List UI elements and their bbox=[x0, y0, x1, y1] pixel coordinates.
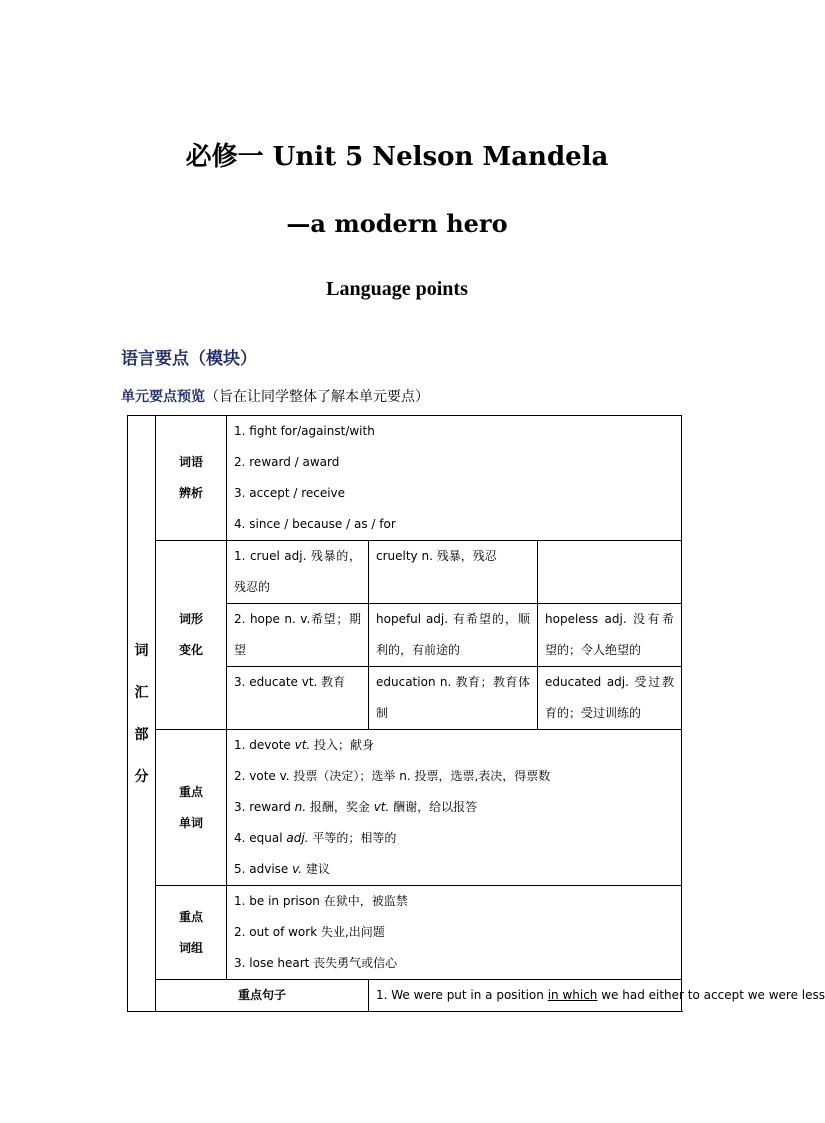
module-heading: 语言要点（模块） bbox=[121, 349, 257, 369]
section-title: Language points bbox=[326, 278, 468, 300]
form-cell: educated adj. 受过教育的；受过训练的 bbox=[538, 667, 682, 730]
list-item: 2. out of work 失业,出问题 bbox=[234, 925, 385, 939]
category-label: 重点 bbox=[178, 784, 203, 799]
kw-word: 5. advise bbox=[234, 862, 293, 876]
kw-pos: vt. bbox=[373, 800, 390, 814]
category-label: 辨析 bbox=[178, 486, 203, 500]
form-cell: 2. hope n. v.希望；期望 bbox=[227, 604, 369, 667]
form-cell: hopeless adj. 没有希望的；令人绝望的 bbox=[538, 604, 682, 667]
kw-meaning: 报酬，奖金 bbox=[306, 800, 374, 814]
vocab-side-label bbox=[128, 416, 156, 1012]
list-item bbox=[234, 730, 674, 761]
form-cell: 1. cruel adj. 残暴的，残忍的 bbox=[227, 541, 369, 604]
side-char: 部 bbox=[134, 726, 149, 743]
table-row bbox=[128, 730, 682, 886]
sentence-text: 1. We were put in a position bbox=[376, 988, 548, 1002]
category-phrases bbox=[156, 886, 227, 980]
phrase-items bbox=[227, 886, 682, 980]
form-cell: 3. educate vt. 教育 bbox=[227, 667, 369, 730]
table-row bbox=[128, 980, 682, 1012]
table-row bbox=[128, 416, 682, 541]
preview-bold: 单元要点预览 bbox=[121, 389, 205, 405]
category-sentences: 重点句子 bbox=[156, 980, 369, 1012]
form-cell: hopeful adj. 有希望的，顺利的，有前途的 bbox=[369, 604, 538, 667]
kw-meaning: 建议 bbox=[302, 862, 330, 876]
category-label: 词组 bbox=[178, 940, 203, 955]
list-item: 3. lose heart 丧失勇气或信心 bbox=[234, 956, 398, 970]
kw-pos: adj. bbox=[286, 831, 309, 845]
list-item bbox=[234, 823, 674, 854]
sentence-items bbox=[369, 980, 825, 1012]
sentence-text: we had either to accept we were less bbox=[597, 988, 825, 1002]
analysis-items bbox=[227, 416, 682, 541]
list-item bbox=[234, 854, 674, 885]
kw-word: 2. vote v. 投票（决定）；选举 n. 投票，选票,表决，得票数 bbox=[234, 769, 551, 783]
category-label: 单词 bbox=[178, 815, 203, 830]
kw-word: 4. equal bbox=[234, 831, 287, 845]
list-item: 1. be in prison 在狱中，被监禁 bbox=[234, 894, 408, 908]
kw-pos: vt. bbox=[294, 738, 311, 752]
kw-meaning: 平等的；相等的 bbox=[308, 831, 397, 845]
list-item: 4. since / because / as / for bbox=[234, 517, 396, 531]
category-keywords bbox=[156, 730, 227, 886]
category-forms bbox=[156, 541, 227, 730]
page-subtitle: —a modern hero bbox=[286, 209, 508, 238]
category-label: 重点 bbox=[178, 909, 203, 924]
category-label: 变化 bbox=[178, 643, 203, 657]
category-label: 词语 bbox=[178, 455, 203, 469]
side-char: 汇 bbox=[134, 684, 149, 701]
kw-word: 1. devote bbox=[234, 738, 295, 752]
list-item: 3. accept / receive bbox=[234, 486, 346, 500]
preview-note: （旨在让同学整体了解本单元要点） bbox=[205, 389, 429, 405]
table-row bbox=[128, 886, 682, 980]
kw-meaning: 投入；献身 bbox=[310, 738, 375, 752]
vocab-table bbox=[127, 415, 825, 1012]
list-item bbox=[234, 792, 674, 823]
form-cell: education n. 教育；教育体制 bbox=[369, 667, 538, 730]
kw-pos: n. bbox=[294, 800, 307, 814]
kw-word: 3. reward bbox=[234, 800, 295, 814]
sentence-underlined: in which bbox=[547, 988, 598, 1002]
category-analysis bbox=[156, 416, 227, 541]
form-cell bbox=[538, 541, 682, 604]
keyword-items bbox=[227, 730, 682, 886]
kw-meaning: 酬谢，给以报答 bbox=[389, 800, 478, 814]
category-label: 词形 bbox=[178, 612, 203, 626]
list-item: 1. fight for/against/with bbox=[234, 424, 375, 438]
side-char: 词 bbox=[134, 642, 149, 659]
table-row bbox=[128, 541, 682, 604]
page-title: 必修一 Unit 5 Nelson Mandela bbox=[185, 142, 609, 172]
side-char: 分 bbox=[134, 768, 149, 785]
list-item: 2. reward / award bbox=[234, 455, 340, 469]
list-item bbox=[234, 761, 674, 792]
preview-line bbox=[121, 386, 429, 406]
kw-pos: v. bbox=[292, 862, 303, 876]
form-cell: cruelty n. 残暴，残忍 bbox=[369, 541, 538, 604]
